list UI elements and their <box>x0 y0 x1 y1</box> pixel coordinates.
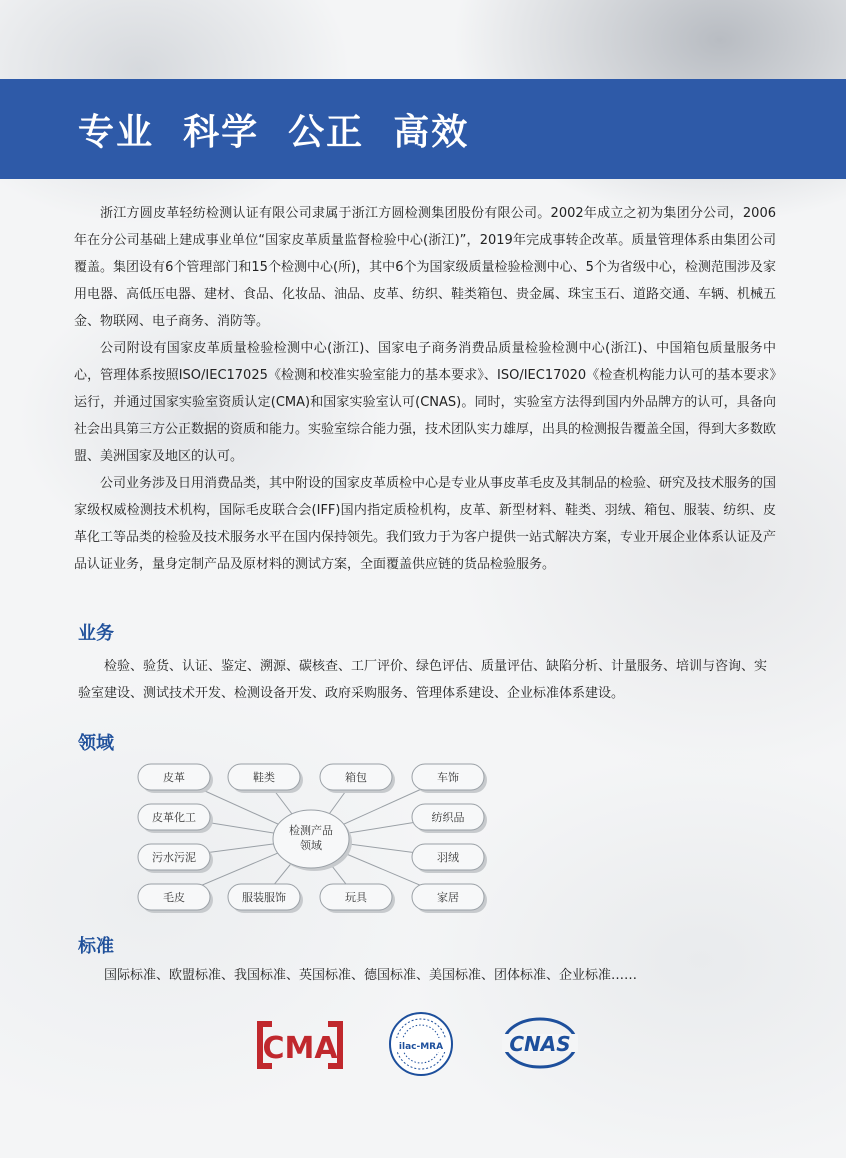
diagram-node-label: 服装服饰 <box>242 891 286 904</box>
ilac-logo-text: ilac-MRA <box>398 1042 444 1052</box>
diagram-center-label: 领域 <box>300 839 322 852</box>
intro-paragraph: 公司附设有国家皮革质量检验检测中心(浙江)、国家电子商务消费品质量检验检测中心(浙江)、中国箱包质量服务中心，管理体系按照ISO/IEC17025《检测和校准实验室能力的基本要求》、ISO/IEC17020《检查机构能力认可的基本要求》运行，并通过国家实验室资质认定(CMA)和国家实验室认可(CNAS)。同时，实验室方法得到国内外品牌方的认可，具备向社会出具第三方公正数据的资质和能力。实验室综合能力强，技术团队实力雄厚，出具的检测报告覆盖全国，得到大多数欧盟、美洲国家及地区的认可。 <box>74 341 777 464</box>
diagram-node <box>138 884 213 913</box>
diagram-node <box>138 764 213 793</box>
diagram-node-label: 玩具 <box>345 891 367 904</box>
diagram-node-label: 皮革 <box>163 771 185 784</box>
diagram-center-label: 检测产品 <box>289 824 333 837</box>
page-title: 专业 科学 公正 高效 <box>78 112 470 153</box>
diagram-node-label: 纺织品 <box>431 811 465 824</box>
diagram-node <box>412 764 487 793</box>
diagram-node-label: 皮革化工 <box>152 811 196 824</box>
cnas-logo-text: CNAS <box>509 1032 571 1056</box>
diagram-node-label: 毛皮 <box>163 891 185 904</box>
diagram-node <box>138 804 213 833</box>
diagram-node-label: 鞋类 <box>253 771 275 784</box>
intro-paragraph: 浙江方圆皮革轻纺检测认证有限公司隶属于浙江方圆检测集团股份有限公司。2002年成立之初为集团分公司，2006年在分公司基础上建成事业单位“国家皮革质量监督检验中心(浙江)”，2019年完成事转企改革。质量管理体系由集团公司覆盖。集团设有6个管理部门和15个检测中心(所)，其中6个为国家级质量检验检测中心、5个为省级中心，检测范围涉及家用电器、高低压电器、建材、食品、化妆品、油品、皮革、纺织、鞋类箱包、贵金属、珠宝玉石、道路交通、车辆、机械五金、物联网、电子商务、消防等。 <box>74 206 777 329</box>
business-text: 检验、验货、认证、鉴定、溯源、碳核查、工厂评价、绿色评估、质量评估、缺陷分析、计量服务、培训与咨询、实验室建设、测试技术开发、检测设备开发、政府采购服务、管理体系建设、企业标准体系建设。 <box>78 659 768 701</box>
diagram-node <box>412 884 487 913</box>
standards-text: 国际标准、欧盟标准、我国标准、英国标准、德国标准、美国标准、团体标准、企业标准…… <box>104 968 638 983</box>
diagram-node-label: 车饰 <box>437 771 459 784</box>
diagram-node-label: 家居 <box>437 891 459 904</box>
diagram-node <box>228 764 303 793</box>
diagram-node <box>320 884 395 913</box>
fields-heading: 领域 <box>78 733 114 754</box>
diagram-node-label: 羽绒 <box>437 851 459 864</box>
cnas-logo <box>500 1014 580 1072</box>
diagram-node-label: 箱包 <box>345 771 367 784</box>
standards-heading: 标准 <box>78 936 114 957</box>
ilac-mra-logo <box>387 1010 455 1078</box>
diagram-node <box>228 884 303 913</box>
intro-section <box>74 200 776 578</box>
diagram-node <box>412 844 487 873</box>
cma-logo <box>256 1020 344 1070</box>
diagram-node <box>138 844 213 873</box>
intro-paragraph: 公司业务涉及日用消费品类，其中附设的国家皮革质检中心是专业从事皮革毛皮及其制品的检验、研究及技术服务的国家级权威检测技术机构，国际毛皮联合会(IFF)国内指定质检机构，皮革、新型材料、鞋类、羽绒、箱包、服装、纺织、皮革化工等品类的检验及技术服务水平在国内保持领先。我们致力于为客户提供一站式解决方案，专业开展企业体系认证及产品认证业务，量身定制产品及原材料的测试方案，全面覆盖供应链的货品检验服务。 <box>74 476 777 572</box>
diagram-node-label: 污水污泥 <box>152 851 196 864</box>
business-heading: 业务 <box>78 623 114 644</box>
diagram-node <box>412 804 487 833</box>
fields-diagram <box>130 752 500 922</box>
cma-logo-text: CMA <box>262 1031 338 1066</box>
diagram-node <box>320 764 395 793</box>
